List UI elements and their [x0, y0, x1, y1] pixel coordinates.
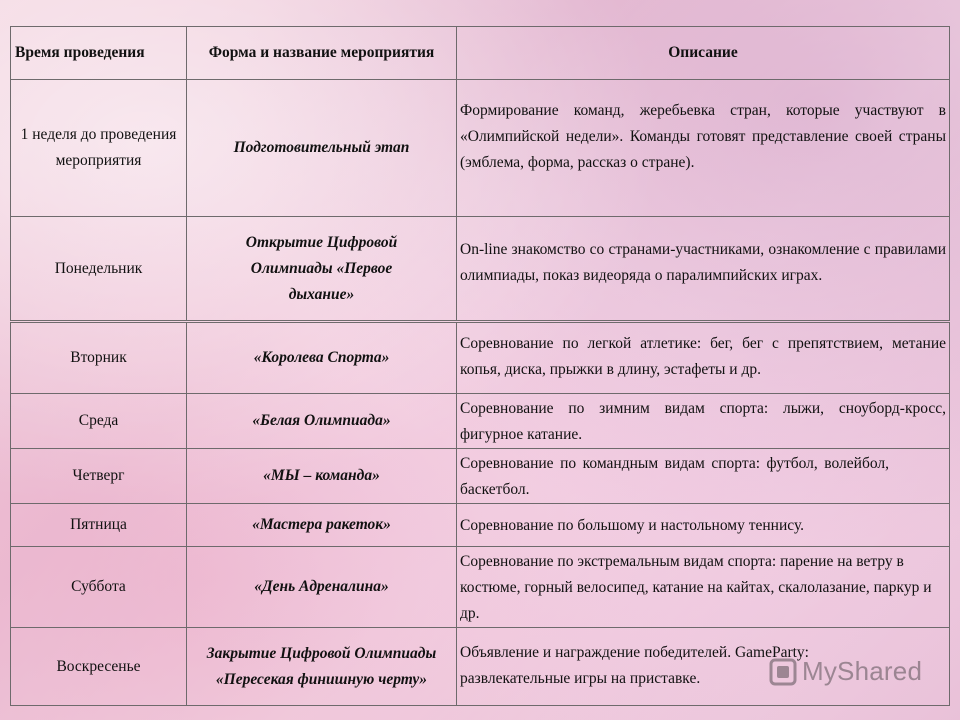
table-row	[11, 80, 950, 217]
row-time: Вторник	[11, 322, 187, 394]
watermark-text: MyShared	[802, 656, 923, 686]
row-time: Суббота	[11, 547, 187, 628]
header-time: Время проведения	[11, 27, 187, 80]
row-time: Четверг	[11, 449, 187, 504]
schedule-sheet	[10, 26, 950, 706]
table-row	[11, 217, 950, 322]
row-event-name: «Королева Спорта»	[187, 322, 457, 394]
table-row	[11, 449, 950, 504]
row-event-name: «Белая Олимпиада»	[187, 394, 457, 449]
row-description: Формирование команд, жеребьевка стран, которые участвуют в «Олимпийской недели». Команды готовят представление своей страны (эмблема, форма, рассказ о стране).	[457, 80, 950, 217]
row-event-name: «День Адреналина»	[187, 547, 457, 628]
row-time: Пятница	[11, 504, 187, 547]
row-time: Понедельник	[11, 217, 187, 322]
row-event-name: «МЫ – команда»	[187, 449, 457, 504]
table-row	[11, 322, 950, 394]
row-description: Соревнование по командным видам спорта: футбол, волейбол, баскетбол.	[457, 449, 950, 504]
table-row	[11, 547, 950, 628]
table-row	[11, 394, 950, 449]
row-description: On-line знакомство со странами-участниками, ознакомление с правилами олимпиады, показ видеоряда о паралимпийских играх.	[457, 217, 950, 322]
table-header-row	[11, 27, 950, 80]
row-time: 1 неделя до проведения мероприятия	[11, 80, 187, 217]
row-event-name: «Мастера ракеток»	[187, 504, 457, 547]
row-description: Соревнование по экстремальным видам спорта: парение на ветру в костюме, горный велосипед, катание на кайтах, скалолазание, паркур и др.	[457, 547, 950, 628]
myshared-logo-icon	[768, 657, 798, 687]
header-desc: Описание	[457, 27, 950, 80]
row-time: Воскресенье	[11, 628, 187, 706]
schedule-table	[10, 26, 950, 706]
row-description: Объявление и награждение победителей. GameParty: развлекательные игры на приставке.	[457, 628, 950, 706]
myshared-watermark	[768, 656, 922, 687]
header-name: Форма и название мероприятия	[187, 27, 457, 80]
row-time: Среда	[11, 394, 187, 449]
row-event-name: Открытие Цифровой Олимпиады «Первое дыхание»	[187, 217, 457, 322]
row-description: Соревнование по легкой атлетике: бег, бег с препятствием, метание копья, диска, прыжки в длину, эстафеты и др.	[457, 322, 950, 394]
row-description: Соревнование по большому и настольному теннису.	[457, 504, 950, 547]
table-row	[11, 504, 950, 547]
row-event-name: Подготовительный этап	[187, 80, 457, 217]
row-description: Соревнование по зимним видам спорта: лыжи, сноуборд-кросс, фигурное катание.	[457, 394, 950, 449]
row-event-name: Закрытие Цифровой Олимпиады «Пересекая финишную черту»	[187, 628, 457, 706]
